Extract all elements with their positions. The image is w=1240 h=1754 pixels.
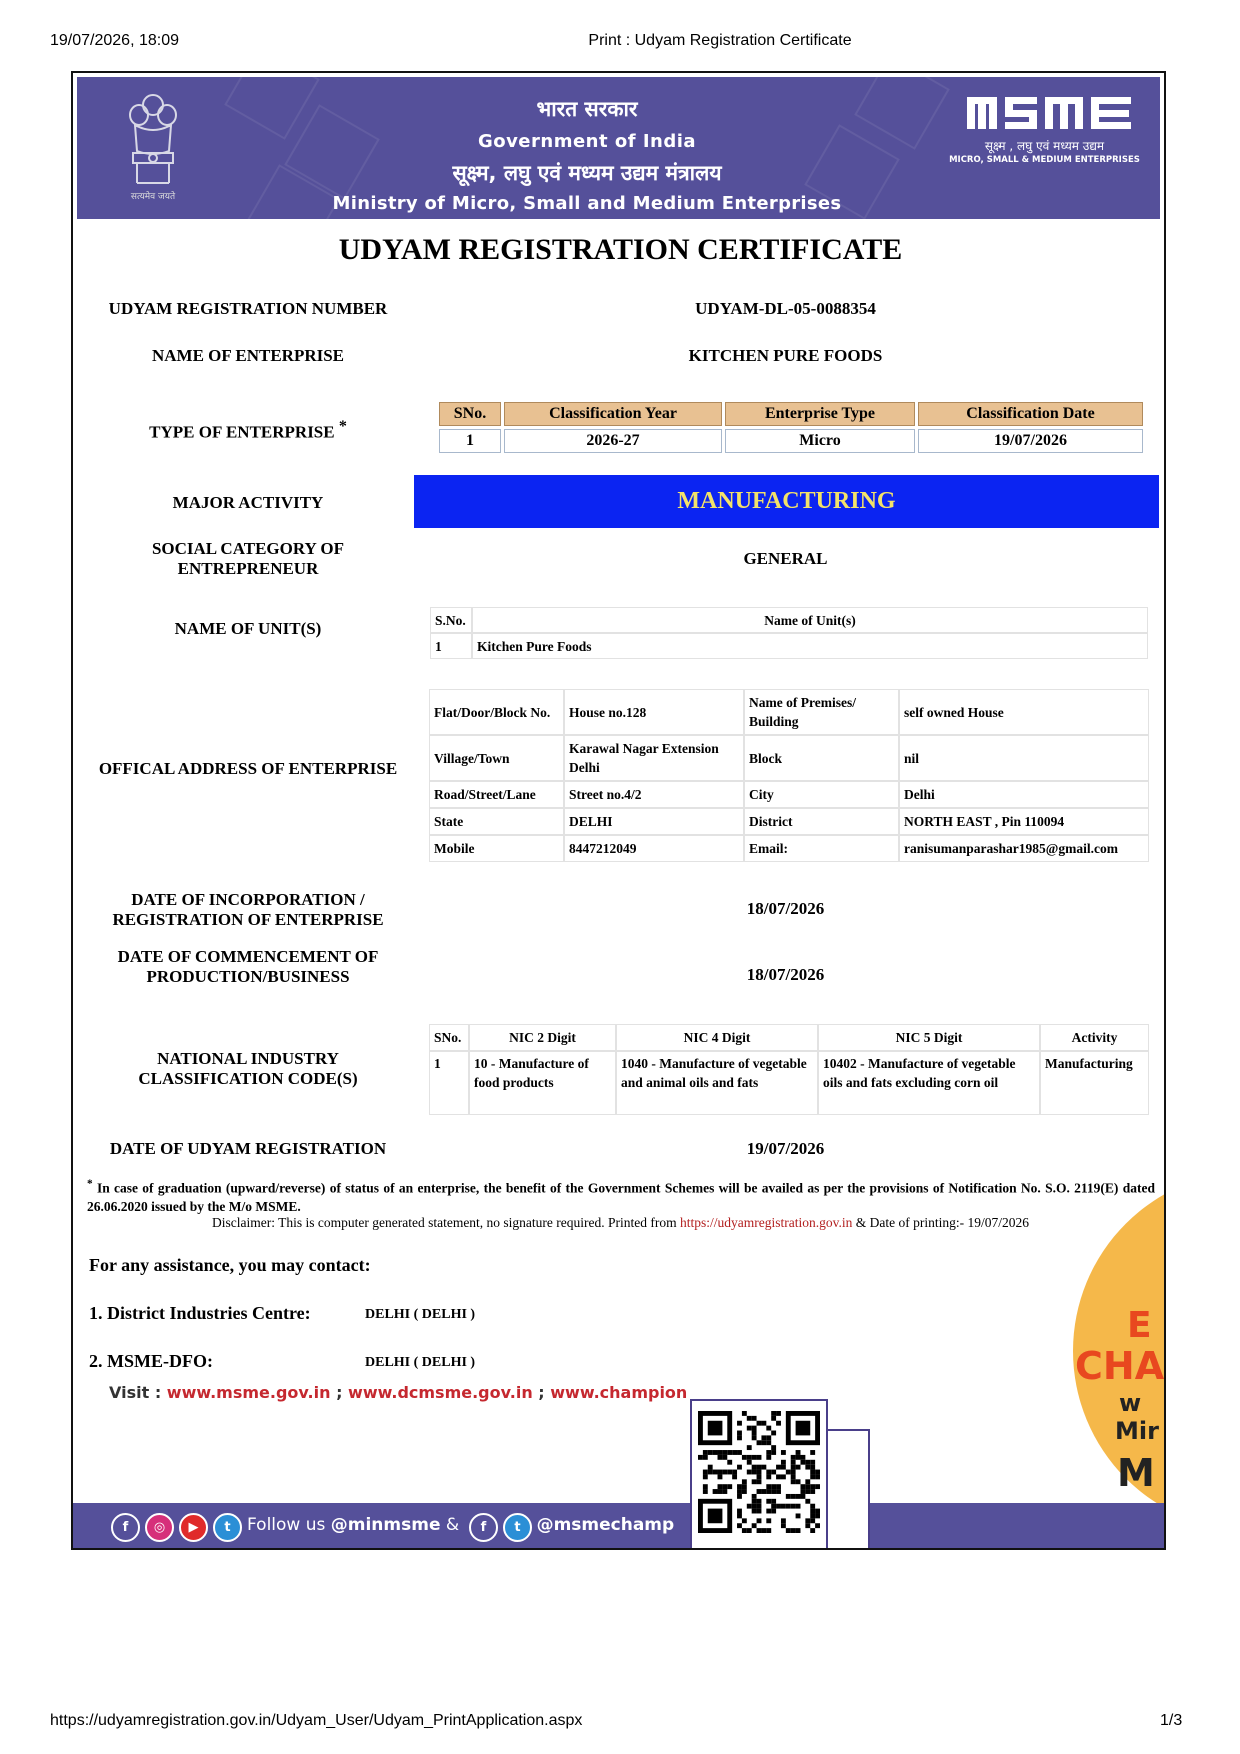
dfo-label: 2. MSME-DFO: (89, 1351, 213, 1371)
visit-link-champions[interactable]: www.champion (550, 1383, 688, 1402)
address-mobile-label: Mobile (429, 835, 564, 862)
table-row (429, 808, 1149, 835)
address-premises-value: self owned House (899, 689, 1149, 735)
reg-number-label: UDYAM REGISTRATION NUMBER (108, 299, 388, 318)
incorporation-label-line2: REGISTRATION OF ENTERPRISE (112, 910, 384, 929)
address-flat-value: House no.128 (564, 689, 744, 735)
dfo-value: DELHI ( DELHI ) (365, 1355, 476, 1370)
banner-english-gov: Government of India (477, 131, 697, 152)
champions-text-1: E (1127, 1305, 1152, 1346)
type-label-star: * (338, 418, 347, 435)
visit-sep: ; (532, 1383, 551, 1402)
visit-label: Visit : (109, 1383, 167, 1402)
champions-text-4: Mir (1115, 1417, 1159, 1445)
address-city-label: City (744, 781, 899, 808)
enterprise-name-label: NAME OF ENTERPRISE (151, 346, 345, 365)
address-village-value: Karawal Nagar Extension Delhi (564, 735, 744, 781)
print-datetime: 19/07/2026, 18:09 (50, 32, 180, 49)
ashoka-emblem-icon (125, 91, 181, 191)
table-header: S.No. (430, 607, 472, 633)
qr-code-container (690, 1399, 828, 1550)
major-activity-label: MAJOR ACTIVITY (172, 493, 324, 512)
banner-hindi-gov: भारत सरकार (536, 97, 638, 121)
address-state-value: DELHI (564, 808, 744, 835)
nic-label (83, 1049, 413, 1089)
youtube-icon[interactable]: ▶ (179, 1513, 208, 1542)
table-header-row (430, 607, 1148, 633)
print-footer-url: https://udyamregistration.gov.in/Udyam_User/Udyam_PrintApplication.aspx (50, 1712, 583, 1729)
table-cell: Micro (725, 429, 915, 453)
banner-hindi-ministry: सूक्ष्म, लघु एवं मध्यम उद्यम मंत्रालय (452, 161, 722, 185)
table-row (429, 781, 1149, 808)
address-mobile-value: 8447212049 (564, 835, 744, 862)
major-activity-value: MANUFACTURING (414, 475, 1159, 528)
units-table (430, 607, 1148, 659)
table-cell: 10 - Manufacture of food products (469, 1051, 616, 1115)
disclaimer (73, 1215, 1166, 1231)
visit-link-dcmsme[interactable]: www.dcmsme.gov.in (348, 1383, 533, 1402)
emblem-motto: सत्यमेव जयते (130, 192, 176, 202)
table-header: NIC 2 Digit (469, 1024, 616, 1051)
incorporation-date: 18/07/2026 (746, 899, 825, 918)
nic-label-line2: CLASSIFICATION CODE(S) (138, 1069, 358, 1088)
table-cell: 1 (429, 1051, 469, 1115)
handle-msmechamp[interactable]: @msmechamp (536, 1515, 675, 1535)
banner-english-ministry: Ministry of Micro, Small and Medium Enterprises (332, 193, 842, 214)
footnote-star: * (87, 1178, 93, 1190)
type-table (436, 399, 1146, 456)
facebook-icon-2[interactable]: f (469, 1513, 498, 1542)
address-premises-label: Name of Premises/ Building (744, 689, 899, 735)
disclaimer-link[interactable]: https://udyamregistration.gov.in (680, 1215, 853, 1230)
social-category-label (83, 539, 413, 579)
address-state-label: State (429, 808, 564, 835)
address-city-value: Delhi (899, 781, 1149, 808)
table-header: Enterprise Type (725, 402, 915, 426)
table-header: Classification Date (918, 402, 1143, 426)
social-category-label-line2: ENTREPRENEUR (177, 559, 319, 578)
twitter-icon-2[interactable]: t (503, 1513, 532, 1542)
incorporation-label-line1: DATE OF INCORPORATION / (131, 890, 365, 909)
address-district-value: NORTH EAST , Pin 110094 (899, 808, 1149, 835)
table-cell: Manufacturing (1040, 1051, 1149, 1115)
table-header: SNo. (429, 1024, 469, 1051)
address-road-label: Road/Street/Lane (429, 781, 564, 808)
enterprise-name-value: KITCHEN PURE FOODS (688, 346, 883, 365)
msme-logo-hindi: सूक्ष्म , लघु एवं मध्यम उद्यम (984, 139, 1105, 153)
instagram-icon[interactable]: ◎ (145, 1513, 174, 1542)
follow-text (247, 1515, 674, 1535)
nic-label-line1: NATIONAL INDUSTRY (157, 1049, 339, 1068)
certificate-title: UDYAM REGISTRATION CERTIFICATE (338, 233, 903, 266)
table-cell: 2026-27 (504, 429, 722, 453)
table-cell: 10402 - Manufacture of vegetable oils and fats excluding corn oil (818, 1051, 1040, 1115)
commencement-label (83, 947, 413, 987)
champions-text-2: CHA (1075, 1344, 1165, 1388)
visit-sep: ; (330, 1383, 349, 1402)
social-category-label-line1: SOCIAL CATEGORY OF (151, 539, 345, 558)
twitter-icon[interactable]: t (213, 1513, 242, 1542)
table-header: SNo. (439, 402, 501, 426)
address-block-label: Block (744, 735, 899, 781)
address-road-value: Street no.4/2 (564, 781, 744, 808)
social-category-value: GENERAL (743, 549, 828, 568)
table-row (429, 689, 1149, 735)
table-cell: 1 (439, 429, 501, 453)
address-district-label: District (744, 808, 899, 835)
qr-frame-extension (825, 1429, 870, 1550)
units-label: NAME OF UNIT(S) (174, 619, 322, 638)
print-title: Print : Udyam Registration Certificate (588, 32, 852, 49)
certificate-frame (71, 71, 1166, 1550)
commencement-label-line2: PRODUCTION/BUSINESS (146, 967, 350, 986)
dic-label: 1. District Industries Centre: (89, 1303, 311, 1323)
disclaimer-pre: Disclaimer: This is computer generated statement, no signature required. Printed from (212, 1215, 681, 1230)
contact-heading: For any assistance, you may contact: (89, 1255, 371, 1275)
table-cell: 1 (430, 633, 472, 659)
address-table (429, 689, 1149, 862)
footnote-text: In case of graduation (upward/reverse) of status of an enterprise, the benefit of the Government Schemes will be availed as per the provisions of Notification No. S.O. 2119(E) dated 26.06.2020 issued by the M/o MSME. (87, 1180, 1155, 1214)
udyam-date-label: DATE OF UDYAM REGISTRATION (109, 1139, 387, 1158)
incorporation-label (83, 890, 413, 930)
dic-value: DELHI ( DELHI ) (365, 1307, 476, 1322)
table-header: NIC 4 Digit (616, 1024, 818, 1051)
table-cell: 19/07/2026 (918, 429, 1143, 453)
address-village-label: Village/Town (429, 735, 564, 781)
qr-code-icon (698, 1411, 820, 1533)
visit-links (109, 1383, 687, 1402)
disclaimer-post: & Date of printing:- 19/07/2026 (852, 1215, 1029, 1230)
handle-minmsme[interactable]: @minmsme (330, 1515, 441, 1535)
type-label (83, 417, 413, 443)
address-label: OFFICAL ADDRESS OF ENTERPRISE (98, 759, 398, 778)
gov-banner (77, 77, 1160, 219)
facebook-icon[interactable]: f (111, 1513, 140, 1542)
table-row (439, 429, 1143, 453)
address-block-value: nil (899, 735, 1149, 781)
nic-table (429, 1024, 1149, 1115)
type-label-text: TYPE OF ENTERPRISE (149, 422, 335, 442)
reg-number-value: UDYAM-DL-05-0088354 (695, 299, 876, 318)
champions-text-5: M (1117, 1451, 1155, 1495)
champions-text-3: w (1119, 1389, 1142, 1417)
table-cell: 1040 - Manufacture of vegetable and animal oils and fats (616, 1051, 818, 1115)
table-header: Classification Year (504, 402, 722, 426)
commencement-label-line1: DATE OF COMMENCEMENT OF (117, 947, 379, 966)
print-footer-page: 1/3 (1160, 1712, 1183, 1729)
table-header: Name of Unit(s) (472, 607, 1148, 633)
udyam-date-value: 19/07/2026 (746, 1139, 825, 1158)
table-header-row (439, 402, 1143, 426)
visit-link-msme[interactable]: www.msme.gov.in (166, 1383, 331, 1402)
address-flat-label: Flat/Door/Block No. (429, 689, 564, 735)
table-cell: Kitchen Pure Foods (472, 633, 1148, 659)
follow-amp: & (440, 1515, 465, 1535)
table-header: NIC 5 Digit (818, 1024, 1040, 1051)
table-row (429, 1051, 1149, 1115)
table-header: Activity (1040, 1024, 1149, 1051)
address-email-value: ranisumanparashar1985@gmail.com (899, 835, 1149, 862)
follow-label: Follow us (247, 1515, 331, 1535)
msme-logo-icon (967, 93, 1132, 133)
table-row (429, 735, 1149, 781)
msme-logo-english: MICRO, SMALL & MEDIUM ENTERPRISES (949, 155, 1140, 165)
table-header-row (429, 1024, 1149, 1051)
address-email-label: Email: (744, 835, 899, 862)
table-row (429, 835, 1149, 862)
commencement-date: 18/07/2026 (746, 965, 825, 984)
table-row (430, 633, 1148, 659)
footnote (87, 1175, 1155, 1216)
